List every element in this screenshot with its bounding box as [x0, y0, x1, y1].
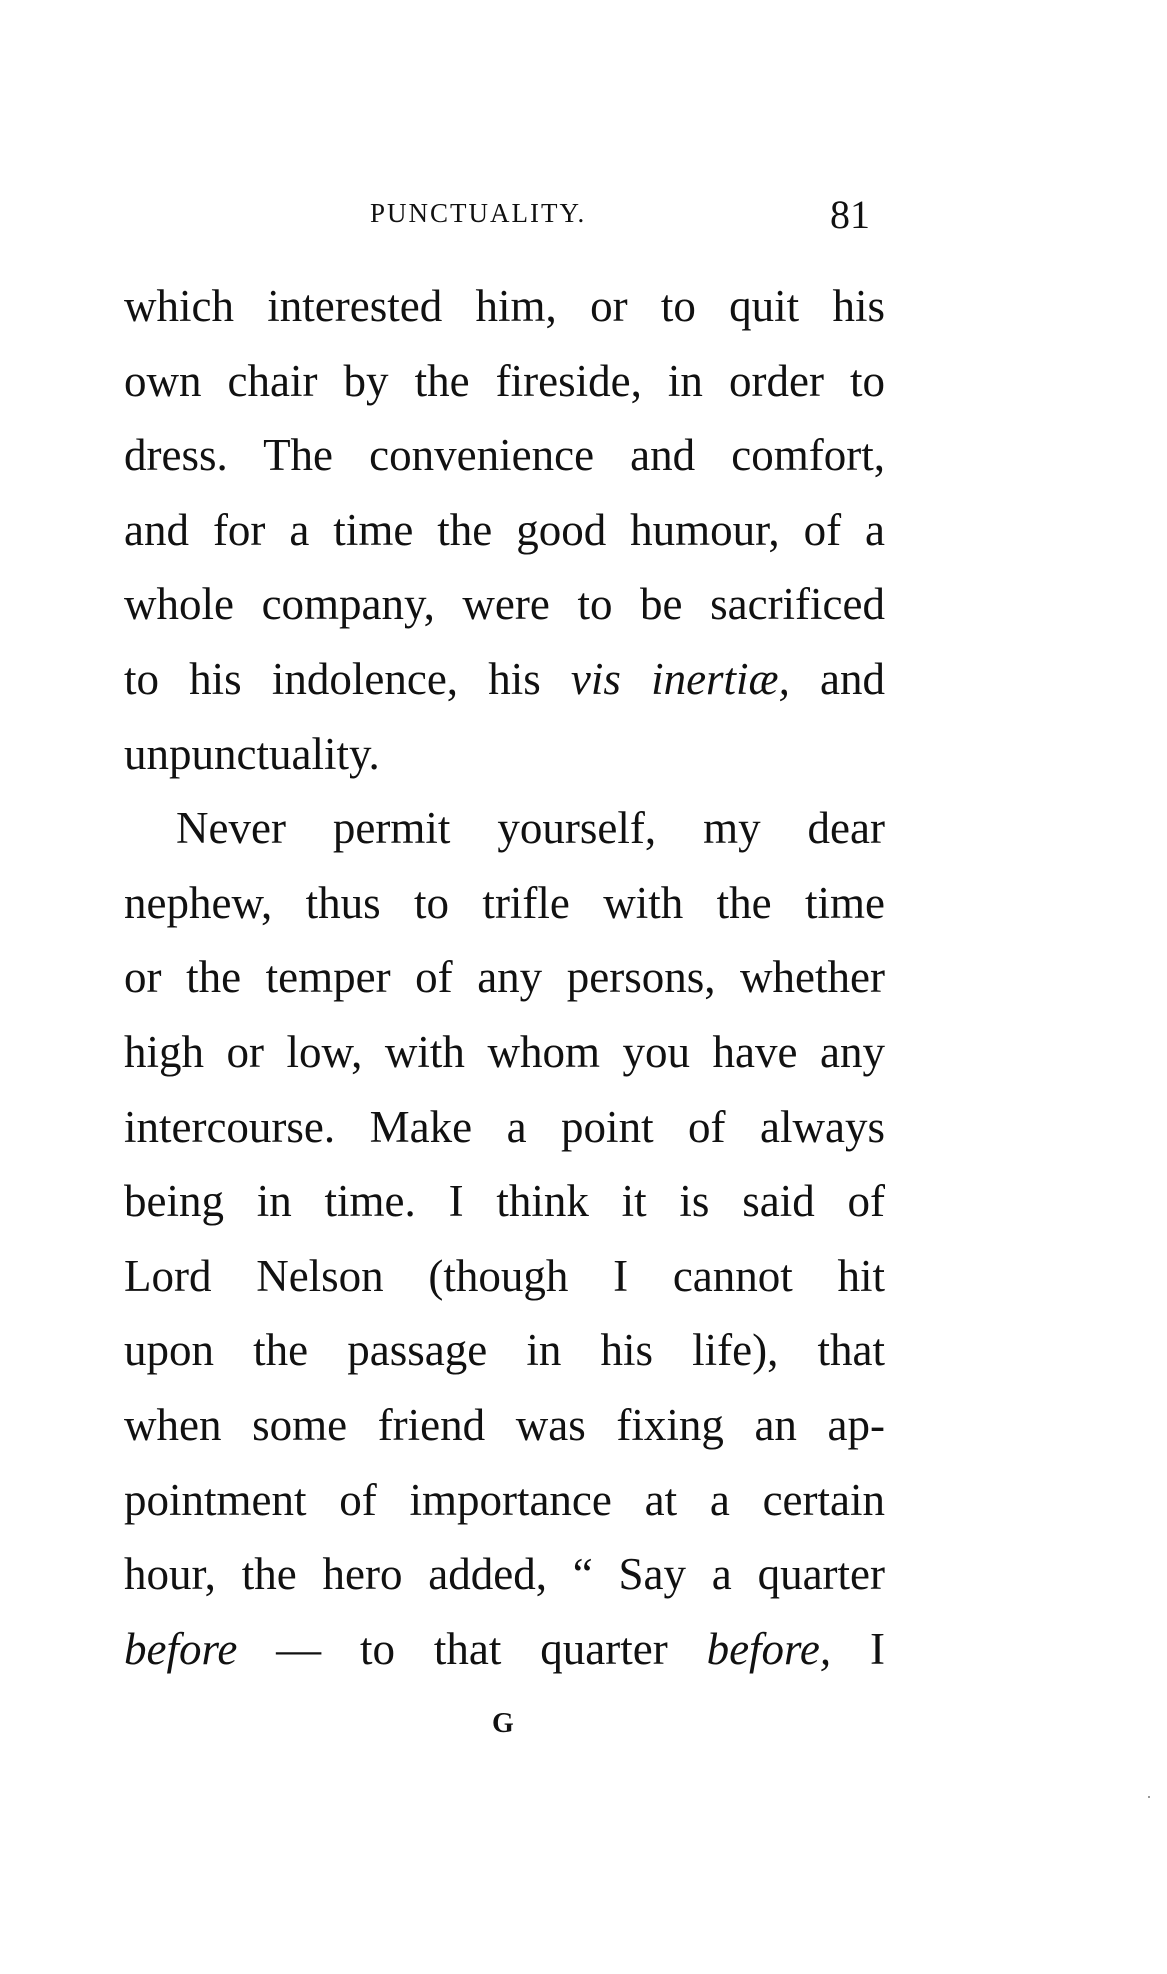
body-text	[124, 269, 885, 1686]
text-line: and for a time the good humour, of a	[124, 504, 885, 555]
text-line: pointment of importance at a certain	[124, 1474, 885, 1525]
text-line: Lord Nelson (though I cannot hit	[124, 1250, 885, 1301]
italic-word: before	[124, 1623, 238, 1674]
text-line: dress. The convenience and comfort,	[124, 430, 885, 481]
text-line: intercourse. Make a point of always	[124, 1101, 885, 1152]
text-segment: to his indolence, his	[124, 653, 571, 704]
text-line: hour, the hero added, “ Say a quarter	[124, 1549, 885, 1600]
text-line: whole company, were to be sacrificed	[124, 579, 885, 630]
paper-speck	[1148, 1796, 1150, 1798]
running-title: PUNCTUALITY.	[370, 198, 587, 228]
text-line: being in time. I think it is said of	[124, 1176, 885, 1227]
signature-mark: G	[492, 1708, 514, 1739]
text-line: unpunctuality.	[124, 728, 380, 779]
text-line	[124, 642, 885, 717]
text-line: when some friend was fixing an ap-	[124, 1399, 885, 1450]
text-line: nephew, thus to trifle with the time	[124, 877, 885, 928]
text-line: upon the passage in his life), that	[124, 1325, 885, 1376]
text-segment: and	[789, 653, 885, 704]
text-segment: — to that quarter	[237, 1623, 707, 1674]
italic-word: before,	[706, 1623, 832, 1674]
paragraph	[124, 791, 885, 1686]
text-segment: I	[831, 1623, 885, 1674]
page-number: 81	[830, 192, 870, 237]
text-line: which interested him, or to quit his	[124, 281, 885, 331]
text-line: or the temper of any persons, whether	[124, 952, 885, 1003]
paragraph	[124, 269, 885, 791]
italic-phrase: vis inertiæ,	[570, 653, 790, 704]
text-line	[124, 1612, 885, 1687]
text-line: own chair by the fireside, in order to	[124, 355, 885, 406]
text-line: Never permit yourself, my dear	[176, 803, 885, 854]
text-line: high or low, with whom you have any	[124, 1026, 885, 1077]
